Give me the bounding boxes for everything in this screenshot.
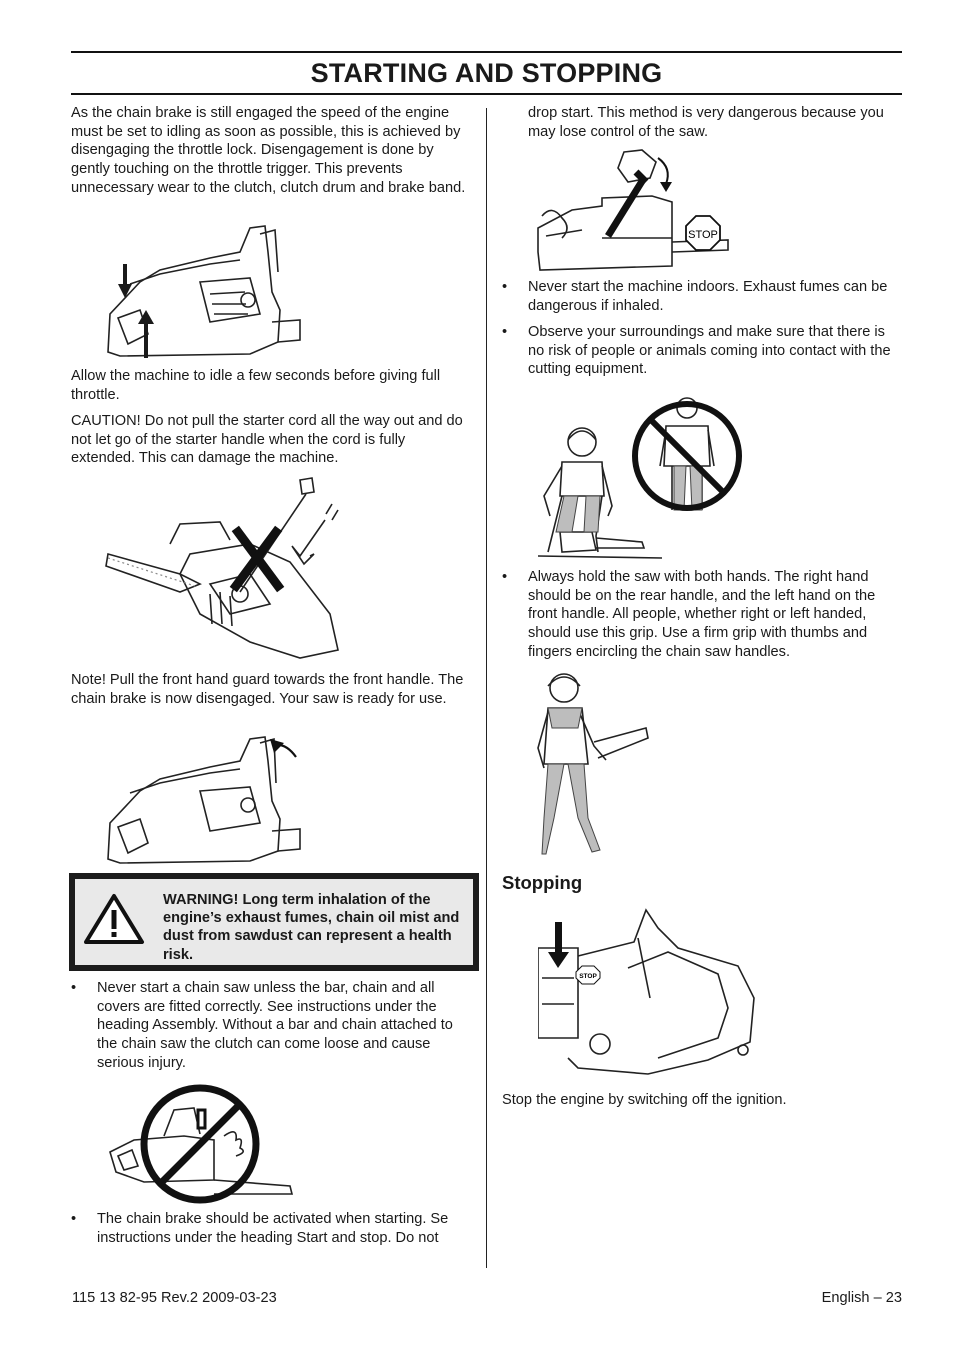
bullet-marker: • bbox=[71, 1211, 77, 1227]
warning-triangle-icon bbox=[83, 893, 145, 945]
footer-page-number: English – 23 bbox=[821, 1290, 902, 1306]
warning-box-inner bbox=[75, 879, 473, 965]
bullet-marker: • bbox=[502, 569, 508, 585]
header-top-rule bbox=[71, 51, 902, 53]
footer-doc-ref: 115 13 82-95 Rev.2 2009-03-23 bbox=[72, 1290, 277, 1306]
bullet-never-start-indoors bbox=[502, 278, 902, 318]
bullet-text: Always hold the saw with both hands. The right hand should be on the rear handle, and the left hand on the front handle. All people, whether right or left handed, should use this grip. Use a firm grip with thumbs and fingers encircling the chain saw handles. bbox=[528, 569, 876, 660]
bullet-marker: • bbox=[502, 324, 508, 340]
figure-starter-cord-caution bbox=[100, 474, 345, 666]
figure-operator-grip bbox=[534, 668, 652, 866]
paragraph-drop-start-continued: drop start. This method is very dangerous because you may lose control of the saw. bbox=[528, 105, 884, 140]
paragraph-idle-full-throttle: Allow the machine to idle a few seconds before giving full throttle. bbox=[71, 368, 441, 403]
switch-stop-label: STOP bbox=[579, 973, 597, 980]
figure-stop-switch bbox=[538, 908, 760, 1080]
column-divider bbox=[486, 108, 487, 1268]
figure-drop-start-stop bbox=[532, 148, 732, 274]
paragraph-stop-engine: Stop the engine by switching off the ignition. bbox=[502, 1092, 787, 1108]
bullet-text: The chain brake should be activated when starting. Se instructions under the heading Start and stop. Do not bbox=[97, 1211, 449, 1246]
bullet-text: Never start a chain saw unless the bar, chain and all covers are fitted correctly. See instructions under the heading Assembly. Without a bar and chain attached to the chain saw the clutch can come loose and cause serious injury. bbox=[97, 980, 453, 1071]
bullet-text: Never start the machine indoors. Exhaust fumes can be dangerous if inhaled. bbox=[528, 279, 888, 314]
figure-hand-guard-disengaged bbox=[100, 733, 305, 869]
figure-bystander-prohibited bbox=[532, 386, 747, 564]
bullet-never-start-without-bar bbox=[71, 979, 469, 1074]
paragraph-caution-starter-cord: CAUTION! Do not pull the starter cord all the way out and do not let go of the starter handle when the cord is fully extended. This can damage the machine. bbox=[71, 413, 463, 467]
bullet-marker: • bbox=[71, 980, 77, 996]
bullet-observe-surroundings bbox=[502, 323, 902, 381]
warning-text: WARNING! Long term inhalation of the engine’s exhaust fumes, chain oil mist and dust from sawdust can represent a health risk. bbox=[163, 892, 460, 963]
bullet-marker: • bbox=[502, 279, 508, 295]
paragraph-front-hand-guard: Note! Pull the front hand guard towards the front handle. The chain brake is now disengaged. Your saw is ready for use. bbox=[71, 672, 464, 707]
page-title: STARTING AND STOPPING bbox=[310, 58, 663, 88]
section-heading-stopping: Stopping bbox=[502, 872, 583, 893]
figure-throttle-lock bbox=[100, 222, 305, 362]
paragraph-idle-speed: As the chain brake is still engaged the speed of the engine must be set to idling as soon as possible, this is achieved by disengaging the throttle lock. Disengagement is done by gently touching on the throttle trigger. This prevents unnecessary wear to the clutch, clutch drum and brake band. bbox=[71, 105, 466, 196]
warning-box bbox=[69, 873, 479, 971]
header-bottom-rule bbox=[71, 93, 902, 95]
bullet-chain-brake-activated bbox=[71, 1210, 469, 1250]
figure-no-bar-prohibited bbox=[104, 1080, 296, 1208]
bullet-hold-with-both-hands bbox=[502, 568, 902, 663]
stop-sign-text: STOP bbox=[688, 229, 718, 241]
bullet-text: Observe your surroundings and make sure that there is no risk of people or animals coming into contact with the cutting equipment. bbox=[528, 324, 891, 378]
